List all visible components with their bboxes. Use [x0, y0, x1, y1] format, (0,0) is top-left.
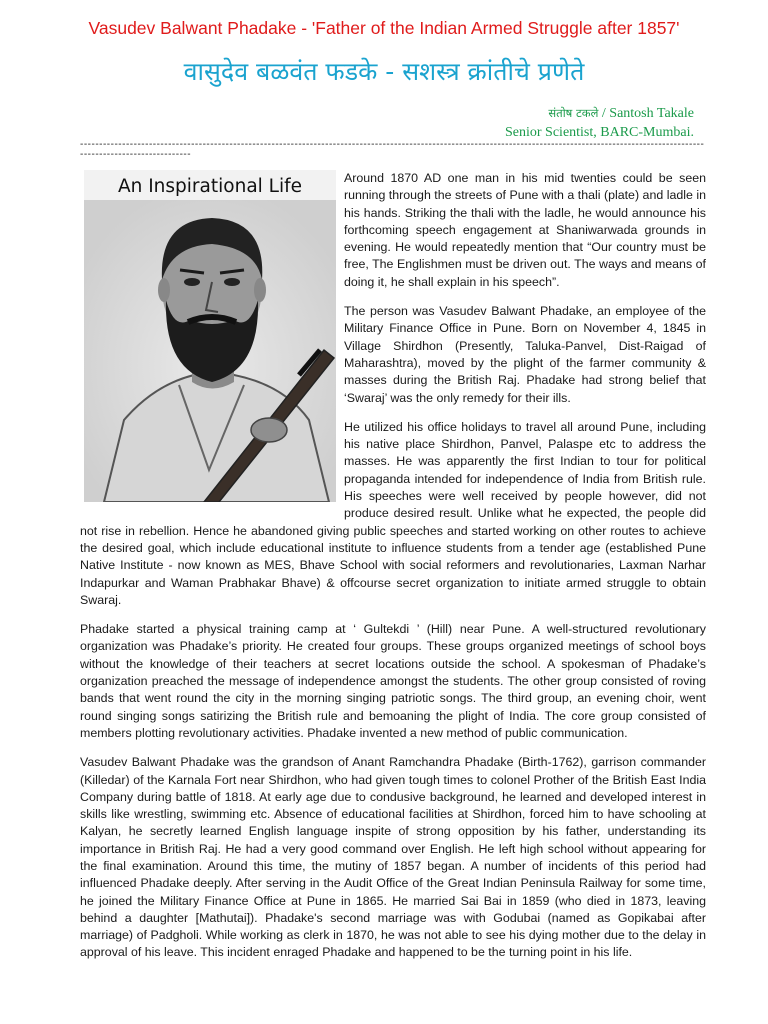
figure-caption: An Inspirational Life — [117, 176, 303, 197]
paragraph-5: Vasudev Balwant Phadake was the grandson of Anant Ramchandra Phadake (Birth-1762), garrison commander (Killedar) of the Karnala Fort near Shirdhon, who had given tough times to colonel Prother of the British East India Company during battle of 1818. At early age due to condusive background, he learned and developed interest in skills like wrestling, swimming etc. Absence of educational facilities at Shirdhon, forced him to have schooling at Kalyan, he secretly learned English language inspite of strong opposition by his father, understanding its importance in British Raj. He had a very good command over English. He left high school without appearing for the final examination. Around this time, the mutiny of 1857 began. A number of incidents of this period had influenced Phadake deeply. After serving in the Audit Office of the Great Indian Peninsula Railway for some time, he joined the Military Finance Office at Pune in 1865. He married Sai Bai in 1859 (who died in 1873, leaving behind a daughter [Mathutai]). Phadake's second marriage was with Godubai (named as Gopikabai after marriage) of Padgholi. While working as clerk in 1870, he was not able to see his dying mother due to the delay in approval of his leave. This incident enraged Phadake and happened to be the turning point in his life. — [80, 755, 706, 960]
divider-line: ------------------------------------------------------------------------------------------------------------------------------------------------------------------------------------------------ — [80, 140, 705, 160]
author-separator: / — [601, 106, 606, 121]
figure-spacer — [80, 170, 344, 508]
author-block — [505, 104, 694, 142]
author-name-line — [505, 104, 694, 123]
article-body — [80, 170, 706, 974]
paragraph-2: The person was Vasudev Balwant Phadake, an employee of the Military Finance Office in Pune. Born on November 4, 1845 in Village Shirdhon (Presently, Taluka-Panvel, Dist-Raigad of Maharashtra), moved by the plight of the farmer community & masses during the British Raj. Phadake had strong belief that ‘Swaraj’ was the only remedy for their ills. — [344, 304, 706, 405]
paragraph-1: Around 1870 AD one man in his mid twenties could be seen running through the streets of Pune with a thali (plate) and ladle in his hands. Striking the thali with the ladle, he would announce his forthcoming speech engagement at Shaniwarwada grounds in evening. He would repeatedly mention that “Our country must be free, The Englishmen must be driven out. The ways and means of doing it, he shall explain in his speech”. — [344, 171, 706, 289]
paragraph-4: Phadake started a physical training camp at ‘ Gultekdi ’ (Hill) near Pune. A well-structured revolutionary organization was Phadake’s priority. He created four groups. These groups organized meetings of school boys without the knowledge of their teachers at secret locations outside the school. A spokesman of Phadake’s organization preached the message of independence amongst the students. The other group consisted of roving bands that went round the city in the morning singing patriotic songs. The third group, an evening choir, went round singing songs satirizing the British rule and bemoaning the plight of India. The core group consisted of members plotting revolutionary activities. Phadake invented a new method of public communication. — [80, 622, 706, 740]
author-name: Santosh Takale — [609, 106, 694, 121]
paragraph-3: He utilized his office holidays to travel all around Pune, including his native place Shirdhon, Panvel, Palaspe etc to address the masses. He was apparently the first Indian to tour for political propaganda intended for independence of India from British rule. His speeches were well received by people however, did not produce desired result. Unlike what he expected, the people did not rise in rebellion. Hence he abandoned giving public speeches and started working on other routes to achieve the desired goal, which include educational institute to influence students from a tender age (established Pune Native Institute - now known as MES, Bhave School with social reformers and revolutionaries, Laxman Narhar Indapurkar and Waman Prabhakar Bhave) & offcourse secret organization to initiate armed struggle to obtain Swaraj. — [80, 419, 706, 607]
author-designation: Senior Scientist, BARC-Mumbai. — [505, 125, 694, 140]
page-title: Vasudev Balwant Phadake - 'Father of the Indian Armed Struggle after 1857' — [88, 18, 680, 38]
author-name-marathi: संतोष टकले — [548, 106, 599, 120]
page-title-marathi: वासुदेव बळवंत फडके - सशस्त्र क्रांतीचे प्रणेते — [183, 57, 585, 86]
